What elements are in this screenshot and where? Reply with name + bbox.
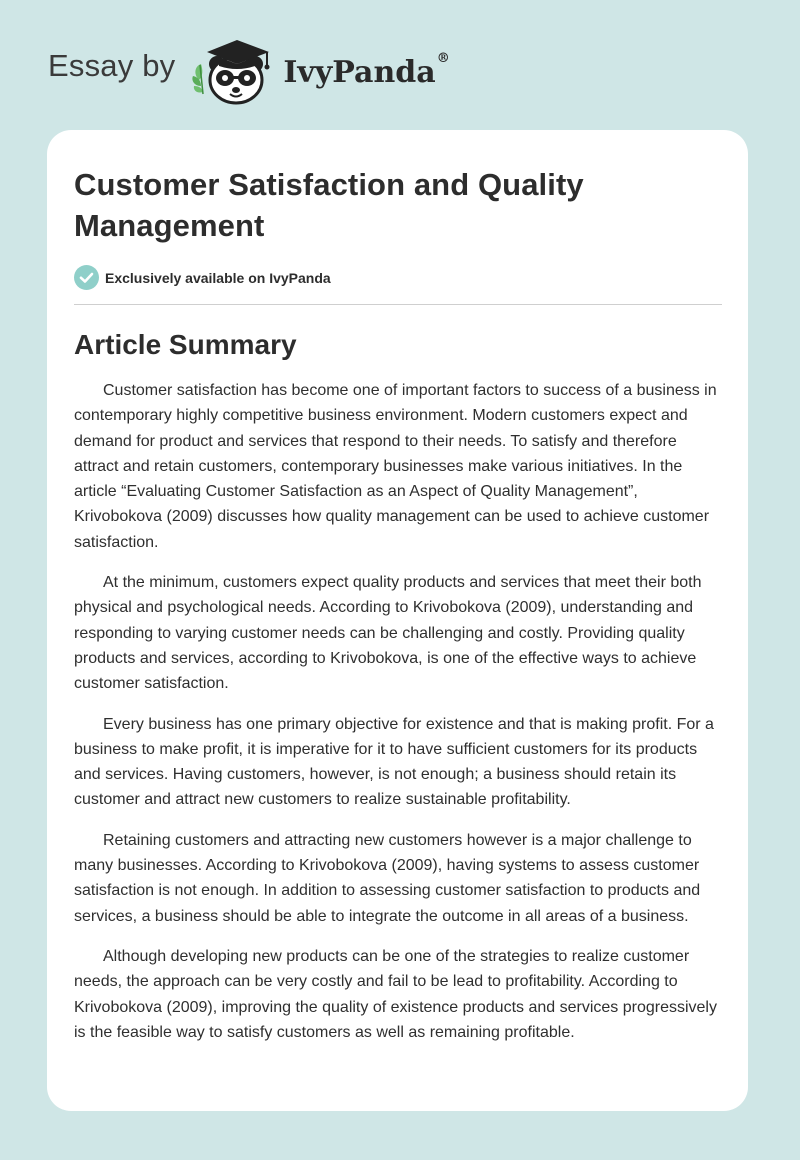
section-heading: Article Summary: [74, 329, 297, 360]
exclusive-badge-label: Exclusively available on IvyPanda: [105, 269, 331, 286]
paragraph: Customer satisfaction has become one of important factors to success of a business in contemporary highly competitive business environment. Modern customers expect and demand for product and services that respond to their needs. To satisfy and therefore attract and retain customers, contemporary businesses make various initiatives. In the article “Evaluating Customer Satisfaction as an Aspect of Quality Management”, Krivobokova (2009) discusses how quality management can be used to achieve customer satisfaction.: [74, 382, 717, 551]
article-card: [47, 130, 748, 1111]
check-circle-icon: [74, 265, 99, 290]
article-body: [74, 378, 722, 1045]
paragraph: Although developing new products can be one of the strategies to realize customer needs, the approach can be very costly and fail to be lead to profitability. According to Krivobokova (2009), improving the quality of existence products and services progressively is the feasible way to satisfy customers as well as remaining profitable.: [74, 947, 717, 1041]
brand-name: IvyPanda®: [283, 50, 450, 90]
brand-prefix: Essay by: [48, 48, 176, 83]
article-title: Customer Satisfaction and Quality Management: [74, 167, 584, 243]
paragraph: Every business has one primary objective for existence and that is making profit. For a business to make profit, it is imperative for it to have sufficient customers for its products and services. Having customers, however, is not enough; a business should retain its customer and attract new customers to realize sustainable profitability.: [74, 715, 714, 809]
brand-header[interactable]: [48, 34, 450, 106]
paragraph: Retaining customers and attracting new customers however is a major challenge to many businesses. According to Krivobokova (2009), having systems to assess customer satisfaction is not enough. In addition to assessing customer satisfaction to products and services, a business should be able to integrate the outcome in all areas of a business.: [74, 831, 701, 925]
paragraph: At the minimum, customers expect quality products and services that meet their both physical and psychological needs. According to Krivobokova (2009), understanding and responding to varying customer needs can be challenging and costly. Providing quality products and services, according to Krivobokova, is one of the effective ways to achieve customer satisfaction.: [74, 574, 702, 693]
registered-mark: ®: [436, 50, 450, 66]
divider: [74, 304, 722, 305]
panda-logo-icon: [187, 34, 279, 106]
exclusive-badge: [74, 265, 722, 290]
